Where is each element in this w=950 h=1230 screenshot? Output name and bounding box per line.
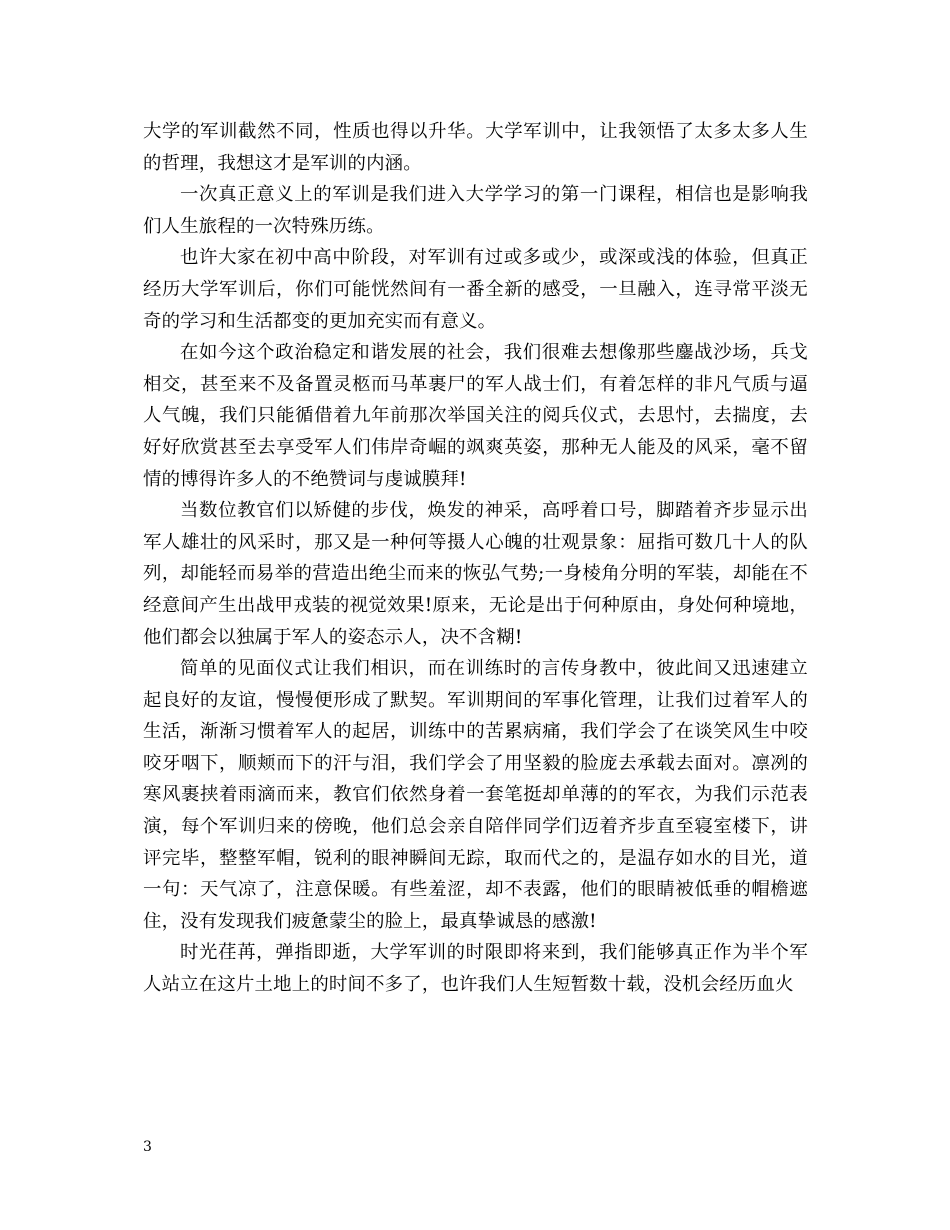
paragraph-2: 一次真正意义上的军训是我们进入大学学习的第一门课程，相信也是影响我们人生旅程的一次特殊历练。 (143, 184, 808, 237)
paragraph-4: 在如今这个政治稳定和谐发展的社会，我们很难去想像那些鏖战沙场，兵戈相交，甚至来不及备置灵柩而马革裹尸的军人战士们，有着怎样的非凡气质与逼人气魄，我们只能循借着九年前那次举国关注的阅兵仪式，去思忖，去揣度，去好好欣赏甚至去享受军人们伟岸奇崛的飒爽英姿，那种无人能及的风采，毫不留情的博得许多人的不绝赞词与虔诚膜拜! (143, 342, 808, 490)
paragraph-5: 当数位教官们以矫健的步伐，焕发的神采，高呼着口号，脚踏着齐步显示出军人雄壮的风采时，那又是一种何等摄人心魄的壮观景象：屈指可数几十人的队列，却能轻而易举的营造出绝尘而来的恢弘气势;一身棱角分明的军装，却能在不经意间产生出战甲戎装的视觉效果!原来，无论是出于何种原由，身处何种境地，他们都会以独属于军人的姿态示人，决不含糊! (143, 500, 808, 648)
paragraph-3: 也许大家在初中高中阶段，对军训有过或多或少，或深或浅的体验，但真正经历大学军训后，你们可能恍然间有一番全新的感受，一旦融入，连寻常平淡无奇的学习和生活都变的更加充实而有意义。 (143, 247, 808, 332)
paragraph-6: 简单的见面仪式让我们相识，而在训练时的言传身教中，彼此间又迅速建立起良好的友谊，慢慢便形成了默契。军训期间的军事化管理，让我们过着军人的生活，渐渐习惯着军人的起居，训练中的苦累病痛，我们学会了在谈笑风生中咬咬牙咽下，顺颊而下的汗与泪，我们学会了用坚毅的脸庞去承载去面对。凛冽的寒风裹挟着雨滴而来，教官们依然身着一套笔挺却单薄的的军衣，为我们示范表演，每个军训归来的傍晚，他们总会亲自陪伴同学们迈着齐步直至寝室楼下，讲评完毕，整整军帽，锐利的眼神瞬间无踪，取而代之的，是温存如水的目光，道一句：天气凉了，注意保暖。有些羞涩，却不表露，他们的眼睛被低垂的帽檐遮住，没有发现我们疲惫蒙尘的脸上，最真挚诚恳的感激! (143, 658, 808, 932)
page-number: 3 (143, 1139, 152, 1155)
paragraph-1: 大学的军训截然不同，性质也得以升华。大学军训中，让我领悟了太多太多人生的哲理，我想这才是军训的内涵。 (143, 121, 808, 174)
body-text (143, 116, 808, 1001)
paragraph-7: 时光荏苒，弹指即逝，大学军训的时限即将来到，我们能够真正作为半个军人站立在这片土地上的时间不多了，也许我们人生短暂数十载，没机会经历血火 (143, 942, 808, 996)
